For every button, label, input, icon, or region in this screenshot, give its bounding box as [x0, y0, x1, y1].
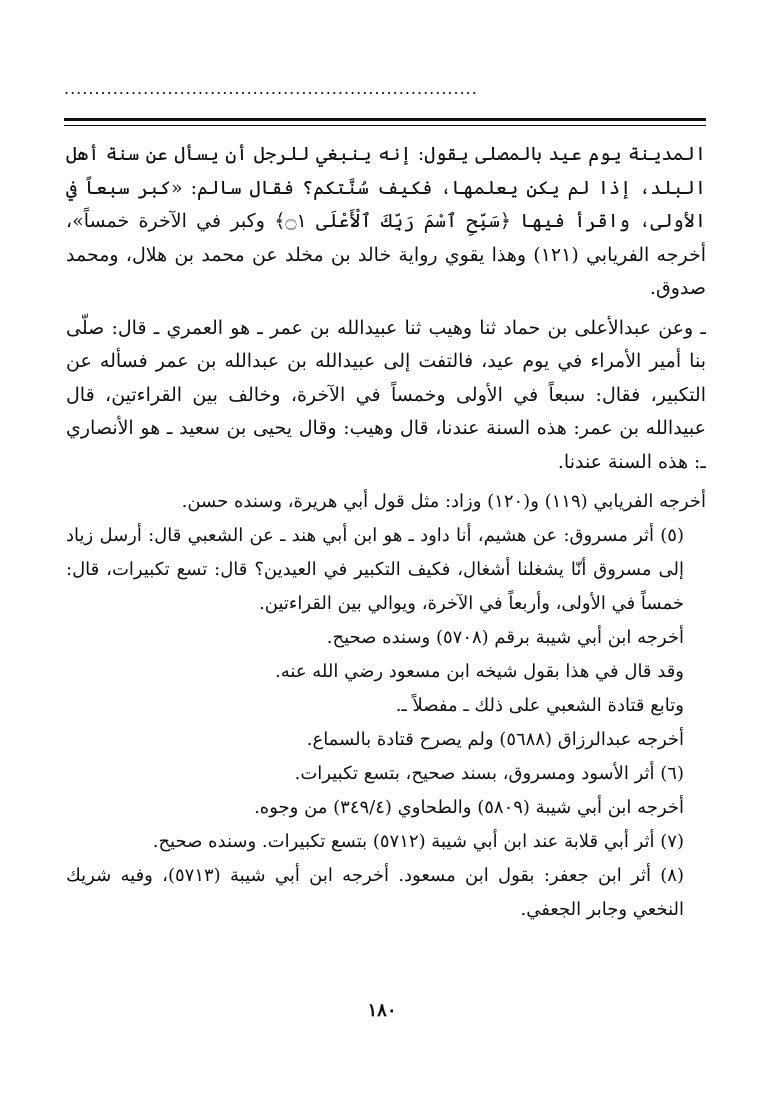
footnote-line: أخرجه ابن أبي شيبة برقم (٥٧٠٨) وسنده صحيح. — [326, 627, 684, 648]
header-rule-thick — [64, 118, 706, 121]
header-rule-thin — [64, 125, 706, 126]
page-body — [66, 138, 706, 927]
paragraph-salim-narration: المدينة يوم عيد بالمصلى يقول: إنه ينبغي للرجل أن يسأل عن سنة أهل البلد، إذا لم يكن يعلمها، فكيف سُنَّتكم؟ فقال سالم: «كبر سبعاً في الأولى، واقرأ فيها ﴿سَبِّحِ ٱسْمَ رَبِّكَ ٱلْأَعْلَى ۝١﴾ وكبر في الآخرة خمساً»، أخرجه الفريابي (١٢١) وهذا يقوي رواية خالد بن مخلد عن محمد بن هلال، ومحمد صدوق. — [66, 143, 706, 299]
footnote-line: أخرجه الفريابي (١١٩) و(١٢٠) وزاد: مثل قول أبي هريرة، وسنده حسن. — [181, 491, 706, 512]
header-dotted-line: .................................................................... — [64, 82, 478, 96]
footnote-line: أخرجه عبدالرزاق (٥٦٨٨) ولم يصرح قتادة بالسماع. — [306, 729, 684, 750]
footnote-ibn-jafar: (٨) أثر ابن جعفر: بقول ابن مسعود. أخرجه ابن أبي شيبة (٥٧١٣)، وفيه شريك النخعي وجابر الجعفي. — [66, 865, 684, 920]
footnote-line: وتابع قتادة الشعبي على ذلك ـ مفصلاً ـ. — [395, 695, 684, 716]
footnote-line: أخرجه ابن أبي شيبة (٥٨٠٩) والطحاوي (٣٤٩/٤) من وجوه. — [254, 797, 684, 818]
footnote-masruq: (٥) أثر مسروق: عن هشيم، أنا داود ـ هو ابن أبي هند ـ عن الشعبي قال: أرسل زياد إلى مسروق أنّا يشغلنا أشغال، فكيف التكبير في العيدين؟ قال: تسع تكبيرات، قال: خمساً في الأولى، وأربعاً في الآخرة، ويوالي بين القراءتين. — [66, 525, 684, 614]
footnote-abu-qilaba: (٧) أثر أبي قلابة عند ابن أبي شيبة (٥٧١٢) بتسع تكبيرات. وسنده صحيح. — [152, 831, 684, 852]
page-number: ١٨٠ — [367, 1000, 397, 1021]
footnote-line: وقد قال في هذا بقول شيخه ابن مسعود رضي الله عنه. — [275, 661, 684, 682]
footnote-aswad: (٦) أثر الأسود ومسروق، بسند صحيح، بتسع تكبيرات. — [294, 763, 684, 784]
paragraph-ubaydullah-narration: ـ وعن عبدالأعلى بن حماد ثنا وهيب ثنا عبيدالله بن عمر ـ هو العمري ـ قال: صلّى بنا أمير الأمراء في يوم عيد، فالتفت إلى عبيدالله بن عبدالله بن عمر فسأله عن التكبير، فقال: سبعاً في الأولى وخمساً في الآخرة، وخالف بين القراءتين، قال عبيدالله بن عمر: هذه السنة عندنا، قال وهيب: وقال يحيى بن سعيد ـ هو الأنصاري ـ: هذه السنة عندنا. — [66, 316, 706, 473]
